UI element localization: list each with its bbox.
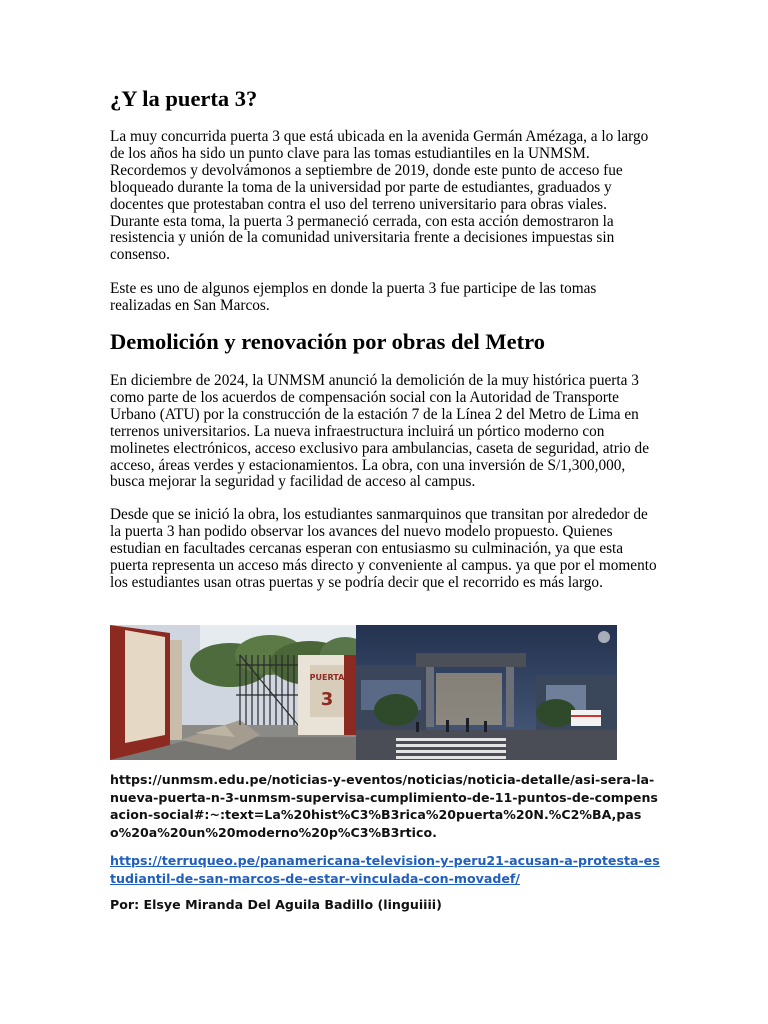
paragraph-demolition: En diciembre de 2024, la UNMSM anunció la demolición de la muy histórica puerta 3 como parte de los acuerdos de compensación social con la Autoridad de Transporte Urbano (ATU) por la construcción de la estación 7 de la Línea 2 del Metro de Lima en terrenos universitarios. La nueva infraestructura incluirá un pórtico moderno con molinetes electrónicos, acceso exclusivo para ambulancias, caseta de seguridad, atrio de acceso, áreas verdes y estacionamientos. La obra, con una inversión de S/1,300,000, busca mejorar la seguridad y facilidad de acceso al campus. [110, 372, 649, 491]
section-heading-puerta-3: ¿Y la puerta 3? [110, 86, 258, 111]
gate-photo-comparison [110, 625, 617, 760]
gate-sign-label: PUERTA [309, 673, 345, 682]
gate-sign-number: 3 [320, 689, 334, 710]
paragraph-example: Este es uno de algunos ejemplos en donde la puerta 3 fue participe de las tomas realizadas en San Marcos. [110, 280, 597, 314]
paragraph-history: La muy concurrida puerta 3 que está ubicada en la avenida Germán Amézaga, a lo largo de los años ha sido un punto clave para las tomas estudiantiles en la UNMSM. Recordemos y devolvámonos a septiembre de 2019, donde este punto de acceso fue bloqueado durante la toma de la universidad por parte de estudiantes, graduados y docentes que protestaban contra el uso del terreno universitario para obras viales. Durante esta toma, la puerta 3 permaneció cerrada, con esta acción demostraron la resistencia y unión de la comunidad universitaria frente a decisiones impuestas sin consenso. [110, 128, 649, 264]
section-heading-demolicion: Demolición y renovación por obras del Metro [110, 329, 545, 354]
author-credit: Por: Elsye Miranda Del Aguila Badillo (linguiiii) [110, 897, 442, 912]
old-gate-photo [110, 625, 356, 760]
paragraph-progress: Desde que se inició la obra, los estudiantes sanmarquinos que transitan por alrededor de la puerta 3 han podido observar los avances del nuevo modelo propuesto. Quienes estudian en facultades cercanas esperan con entusiasmo su culminación, ya que esta puerta representa un acceso más directo y conveniente al campus. ya que por el momento los estudiantes usan otras puertas y se podría decir que el recorrido es más largo. [110, 506, 657, 591]
source-link-terruqueo[interactable]: https://terruqueo.pe/panamericana-television-y-peru21-acusan-a-protesta-estudiantil-de-san-marcos-de-estar-vinculada-con-movadef/ [110, 853, 660, 886]
source-link-unmsm[interactable]: https://unmsm.edu.pe/noticias-y-eventos/noticias/noticia-detalle/asi-sera-la-nueva-puerta-n-3-unmsm-supervisa-cumplimiento-de-11-puntos-de-compensacion-social#:~:text=La%20hist%C3%B3rica%20puerta%20N.%C2%BA,paso%20a%20un%20moderno%20p%C3%B3rtico. [110, 772, 658, 840]
new-gate-render [356, 625, 617, 760]
